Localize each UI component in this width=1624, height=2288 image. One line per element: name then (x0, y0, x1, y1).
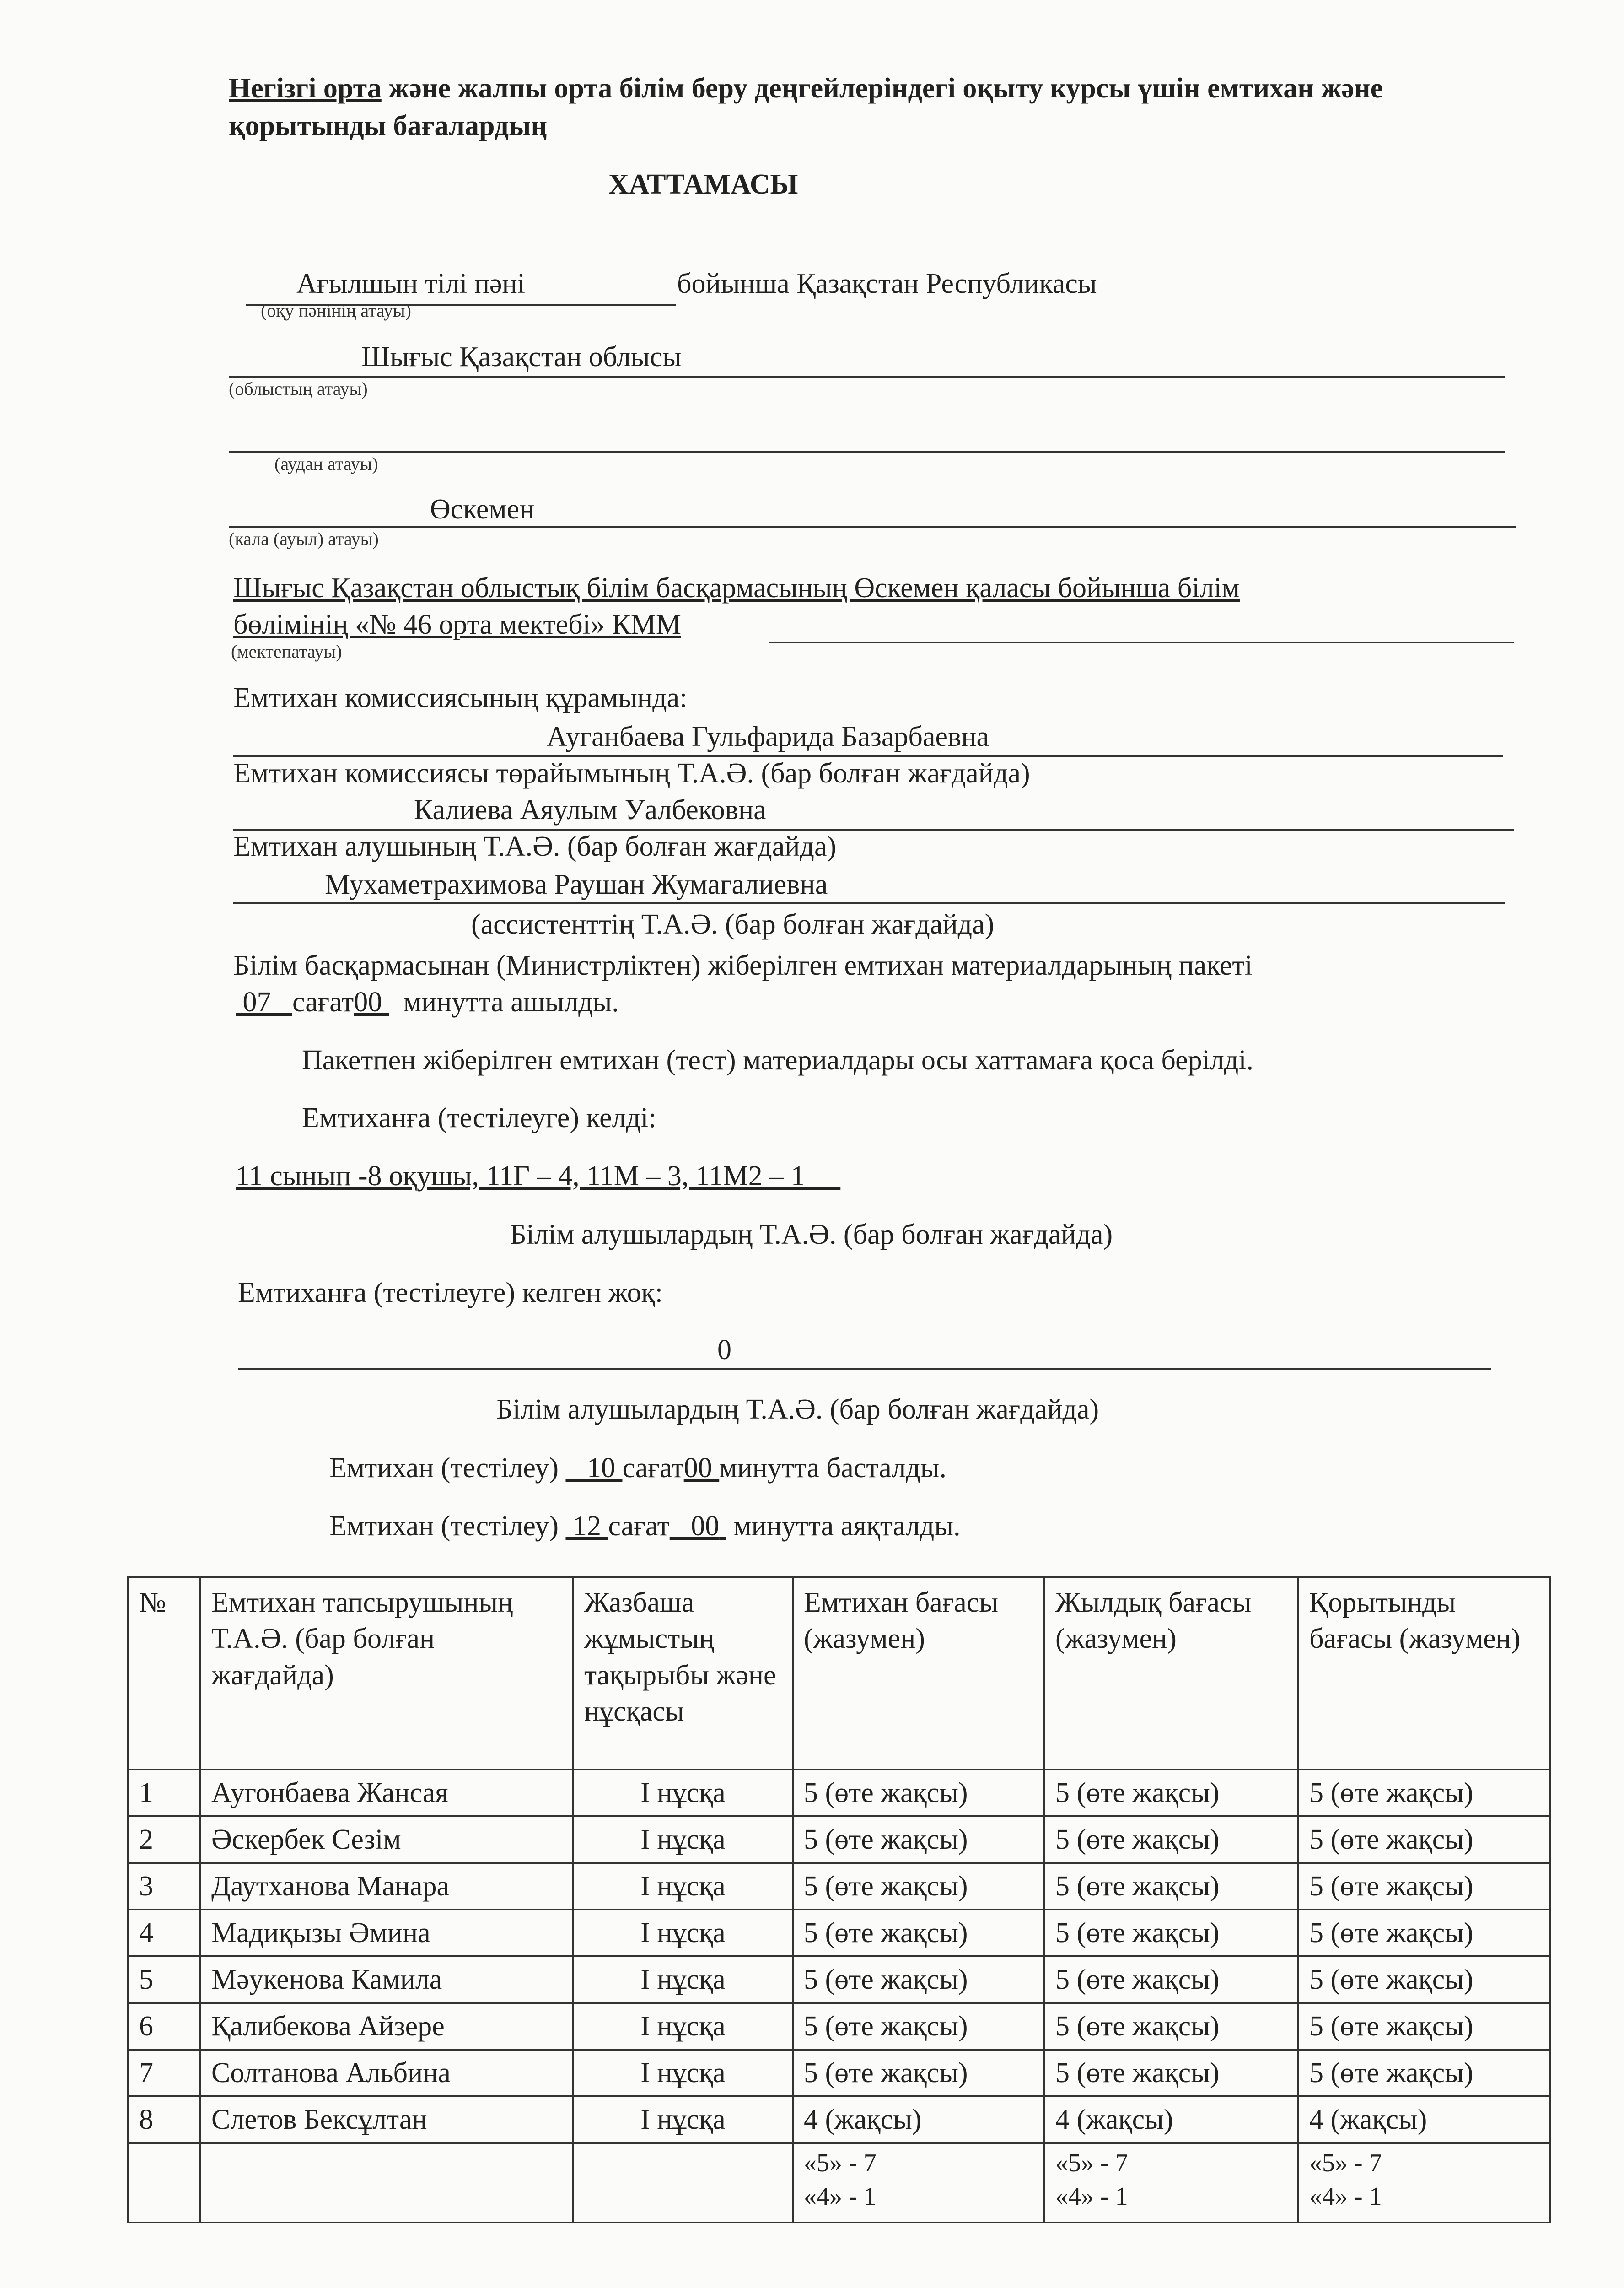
school-line2: бөлімінің «№ 46 орта мектебі» КММ (233, 609, 682, 640)
row-final-grade: 5 (өте жақсы) (1298, 1770, 1550, 1816)
row-number: 2 (128, 1816, 200, 1863)
header-variant: Жазбаша жұмыстың тақырыбы және нұсқасы (573, 1577, 793, 1770)
commission-label: Емтихан комиссиясының құрамында: (233, 682, 688, 713)
table-row (128, 2050, 1550, 2096)
row-year-grade: 4 (жақсы) (1044, 2096, 1298, 2143)
row-student-name: Әскербек Сезім (200, 1816, 573, 1863)
package-time (236, 986, 619, 1019)
table-row (128, 1770, 1550, 1816)
subject-value: Ағылшын тілі пәні (296, 268, 525, 299)
summary-final-grade: «5» - 7 «4» - 1 (1298, 2143, 1550, 2223)
subject-suffix: бойынша Қазақстан Республикасы (677, 268, 1097, 299)
row-student-name: Қалибекова Айзере (200, 2003, 573, 2050)
document-heading-line1 (229, 72, 1383, 105)
row-year-grade: 5 (өте жақсы) (1044, 1770, 1298, 1816)
summary-empty-number (128, 2143, 200, 2223)
present-value: 11 сынып -8 оқушы, 11Г – 4, 11М – 3, 11М2 – 1 (236, 1160, 805, 1192)
summary-empty-variant (573, 2143, 793, 2223)
school-line1: Шығыс Қазақстан облыстық білім басқармасының Өскемен қаласы бойынша білім (233, 572, 1240, 604)
city-caption: (кала (ауыл) атауы) (229, 529, 379, 549)
row-variant: I нұсқа (573, 1816, 793, 1863)
row-exam-grade: 5 (өте жақсы) (793, 1910, 1044, 1956)
row-final-grade: 5 (өте жақсы) (1298, 1910, 1550, 1956)
row-exam-grade: 5 (өте жақсы) (793, 1956, 1044, 2003)
row-number: 5 (128, 1956, 200, 2003)
city-value: Өскемен (430, 494, 535, 525)
row-number: 7 (128, 2050, 200, 2096)
row-student-name: Аугонбаева Жансая (200, 1770, 573, 1816)
row-variant: I нұсқа (573, 1863, 793, 1910)
row-student-name: Даутханова Манара (200, 1863, 573, 1910)
row-year-grade: 5 (өте жақсы) (1044, 1863, 1298, 1910)
package-attached: Пакетпен жіберілген емтихан (тест) материалдары осы хаттамаға қоса берілді. (302, 1045, 1254, 1076)
package-hour: 07 (242, 987, 271, 1018)
row-final-grade: 5 (өте жақсы) (1298, 2003, 1550, 2050)
start-hour: 10 (586, 1452, 615, 1484)
row-year-grade: 5 (өте жақсы) (1044, 1956, 1298, 2003)
summary-empty-name (200, 2143, 573, 2223)
school-caption: (мектепатауы) (231, 641, 342, 662)
row-exam-grade: 5 (өте жақсы) (793, 2050, 1044, 2096)
header-exam-grade: Емтихан бағасы (жазумен) (793, 1577, 1044, 1770)
chair-name: Ауганбаева Гульфарида Базарбаевна (547, 721, 989, 752)
row-student-name: Солтанова Альбина (200, 2050, 573, 2096)
row-number: 3 (128, 1863, 200, 1910)
examiner-caption: Емтихан алушының Т.А.Ә. (бар болған жағдайда) (233, 831, 837, 862)
header-student-name: Емтихан тапсырушының Т.А.Ә. (бар болған жағдайда) (200, 1577, 573, 1770)
header-number: № (128, 1577, 200, 1770)
end-hour: 12 (572, 1511, 601, 1542)
subject-caption: (оқу пәнінің атауы) (261, 300, 411, 321)
table-row (128, 1816, 1550, 1863)
row-number: 1 (128, 1770, 200, 1816)
region-value: Шығыс Қазақстан облысы (361, 341, 682, 372)
row-exam-grade: 5 (өте жақсы) (793, 2003, 1044, 2050)
row-variant: I нұсқа (573, 2096, 793, 2143)
assistant-name: Мухаметрахимова Раушан Жумагалиевна (325, 869, 828, 900)
row-final-grade: 5 (өте жақсы) (1298, 1816, 1550, 1863)
row-number: 8 (128, 2096, 200, 2143)
absent-label: Емтиханға (тестілеуге) келген жоқ: (238, 1277, 663, 1308)
row-number: 6 (128, 2003, 200, 2050)
row-exam-grade: 5 (өте жақсы) (793, 1863, 1044, 1910)
heading-rest: және жалпы орта білім беру деңгейлеріндегі оқыту курсы үшін емтихан және (381, 73, 1383, 104)
row-variant: I нұсқа (573, 1956, 793, 2003)
header-year-grade: Жылдық бағасы (жазумен) (1044, 1577, 1298, 1770)
table-row (128, 2096, 1550, 2143)
absent-value: 0 (717, 1334, 731, 1365)
package-minute-word: минутта ашылды. (403, 987, 619, 1018)
package-minute: 00 (354, 987, 382, 1018)
row-year-grade: 5 (өте жақсы) (1044, 2003, 1298, 2050)
table-summary-row (128, 2143, 1550, 2223)
chair-caption: Емтихан комиссиясы төрайымының Т.А.Ә. (бар болған жағдайда) (233, 758, 1030, 789)
examiner-name: Калиева Аяулым Уалбековна (414, 794, 766, 826)
table-row (128, 2003, 1550, 2050)
end-minute: 00 (691, 1511, 720, 1542)
row-variant: I нұсқа (573, 1770, 793, 1816)
row-number: 4 (128, 1910, 200, 1956)
row-student-name: Слетов Бексұлтан (200, 2096, 573, 2143)
row-final-grade: 5 (өте жақсы) (1298, 1956, 1550, 2003)
row-final-grade: 5 (өте жақсы) (1298, 2050, 1550, 2096)
row-student-name: Мадиқызы Әмина (200, 1910, 573, 1956)
city-underline (229, 526, 1516, 528)
table-header-row (128, 1577, 1550, 1770)
row-final-grade: 4 (жақсы) (1298, 2096, 1550, 2143)
present-label: Емтиханға (тестілеуге) келді: (302, 1102, 656, 1133)
row-student-name: Мәукенова Камила (200, 1956, 573, 2003)
package-text: Білім басқармасынан (Министрліктен) жіберілген емтихан материалдарының пакеті (233, 950, 1253, 981)
row-final-grade: 5 (өте жақсы) (1298, 1863, 1550, 1910)
district-underline (229, 451, 1505, 453)
row-exam-grade: 5 (өте жақсы) (793, 1770, 1044, 1816)
table-row (128, 1863, 1550, 1910)
summary-year-grade: «5» - 7 «4» - 1 (1044, 2143, 1298, 2223)
row-variant: I нұсқа (573, 2050, 793, 2096)
chair-underline (233, 755, 1503, 757)
absent-caption: Білім алушылардың Т.А.Ә. (бар болған жағдайда) (496, 1394, 1099, 1425)
region-caption: (облыстың атауы) (229, 378, 368, 399)
package-hour-word: сағат (292, 987, 354, 1018)
row-variant: I нұсқа (573, 2003, 793, 2050)
assistant-underline (233, 902, 1505, 904)
row-year-grade: 5 (өте жақсы) (1044, 1816, 1298, 1863)
row-year-grade: 5 (өте жақсы) (1044, 2050, 1298, 2096)
row-year-grade: 5 (өте жақсы) (1044, 1910, 1298, 1956)
table-row (128, 1910, 1550, 1956)
table-row (128, 1956, 1550, 2003)
header-final-grade: Қорытынды бағасы (жазумен) (1298, 1577, 1550, 1770)
exam-end: Емтихан (тестілеу) 12 сағат 00 минутта аяқталды. (329, 1511, 961, 1542)
row-exam-grade: 5 (өте жақсы) (793, 1816, 1044, 1863)
assistant-caption: (ассистенттің Т.А.Ә. (бар болған жағдайда) (471, 909, 995, 940)
document-title: ХАТТАМАСЫ (608, 169, 798, 200)
absent-underline (238, 1368, 1491, 1370)
district-caption: (аудан атауы) (274, 453, 378, 474)
summary-exam-grade: «5» - 7 «4» - 1 (793, 2143, 1044, 2223)
region-underline (229, 376, 1505, 378)
present-caption: Білім алушылардың Т.А.Ә. (бар болған жағдайда) (510, 1219, 1113, 1250)
heading-underlined-part: Негізгі орта (229, 73, 382, 104)
row-variant: I нұсқа (573, 1910, 793, 1956)
grades-table (127, 1576, 1551, 2223)
document-heading-line2: қорытынды бағалардың (229, 110, 548, 141)
start-minute: 00 (683, 1452, 712, 1484)
exam-start: Емтихан (тестілеу) 10 сағат00 минутта басталды. (329, 1452, 946, 1484)
school-underline (769, 642, 1514, 643)
row-exam-grade: 4 (жақсы) (793, 2096, 1044, 2143)
